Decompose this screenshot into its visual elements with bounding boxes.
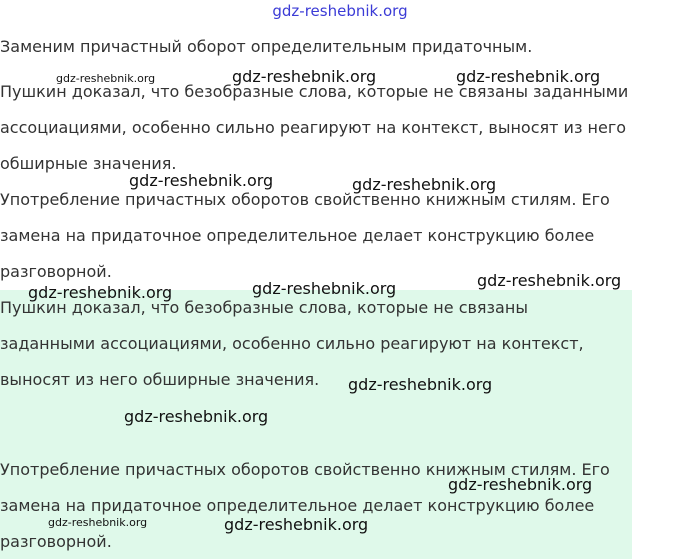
explanation-line-2: замена на придаточное определительное делает конструкцию более — [0, 226, 595, 245]
watermark: gdz-reshebnik.org — [348, 375, 493, 394]
watermark: gdz-reshebnik.org — [28, 283, 173, 302]
answer-line-1: Пушкин доказал, что безобразные слова, которые не связаны — [0, 298, 528, 317]
watermark: gdz-reshebnik.org — [252, 279, 397, 298]
watermark: gdz-reshebnik.org — [129, 171, 274, 190]
watermark: gdz-reshebnik.org — [448, 475, 593, 494]
explanation-line-3: разговорной. — [0, 262, 112, 281]
watermark: gdz-reshebnik.org — [56, 72, 156, 85]
answer-explanation-line-3: разговорной. — [0, 532, 112, 551]
watermark: gdz-reshebnik.org — [48, 516, 148, 529]
example-line-3: обширные значения. — [0, 154, 177, 173]
answer-explanation-line-2: замена на придаточное определительное делает конструкцию более — [0, 496, 595, 515]
watermark: gdz-reshebnik.org — [477, 271, 622, 290]
example-line-2: ассоциациями, особенно сильно реагируют на контекст, выносят из него — [0, 118, 627, 137]
example-line-1: Пушкин доказал, что безобразные слова, которые не связаны заданными — [0, 82, 629, 101]
answer-explanation-line-1: Употребление причастных оборотов свойственно книжным стилям. Его — [0, 460, 610, 479]
site-header[interactable]: gdz-reshebnik.org — [272, 2, 408, 20]
watermark: gdz-reshebnik.org — [224, 515, 369, 534]
watermark: gdz-reshebnik.org — [456, 67, 601, 86]
explanation-line-1: Употребление причастных оборотов свойственно книжным стилям. Его — [0, 190, 610, 209]
answer-line-3: выносят из него обширные значения. — [0, 370, 320, 389]
answer-line-2: заданными ассоциациями, особенно сильно реагируют на контекст, — [0, 334, 584, 353]
watermark: gdz-reshebnik.org — [232, 67, 377, 86]
instruction-text: Заменим причастный оборот определительным придаточным. — [0, 37, 533, 56]
watermark: gdz-reshebnik.org — [352, 175, 497, 194]
watermark: gdz-reshebnik.org — [124, 407, 269, 426]
